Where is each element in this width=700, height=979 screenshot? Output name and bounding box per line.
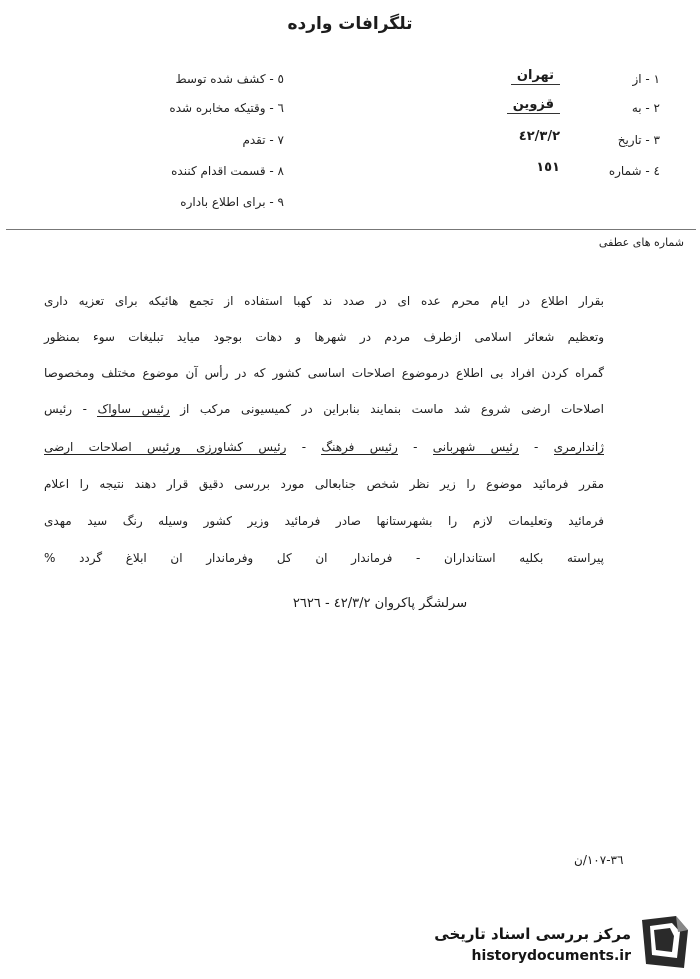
field-value: ١٥١ (536, 160, 560, 175)
body-text (543, 551, 567, 565)
field-label: ٩ - برای اطلاع باداره (180, 195, 284, 209)
field-value: قزوین (507, 97, 560, 114)
body-text: بقرار اطلاع در ایام محرم عده ای در صدد ند کهبا استفاده از تجمع هائیکه برای تعزیه داری (44, 294, 604, 308)
underlined-text: رئیس کشاورزی ورئیس اصلاحات ارضی (44, 440, 287, 454)
body-line (44, 551, 604, 565)
body-line (44, 514, 604, 528)
archive-name: مرکز بررسی اسناد تاریخی (434, 925, 631, 943)
body-text: - رئیس (44, 402, 98, 416)
underlined-text: ژاندارمری (553, 440, 604, 454)
body-line (44, 402, 604, 416)
field-label: ٢ - به (631, 101, 660, 115)
body-line (44, 294, 604, 308)
field-label: ٨ - قسمت اقدام کننده (171, 164, 284, 178)
body-text: - (397, 440, 433, 454)
field-label: ٧ - تقدم (242, 133, 284, 147)
body-text: سید مهدی (44, 514, 108, 528)
underlined-text: رئیس ساواک (97, 402, 170, 416)
reference-numbers-label: شماره های عطفی (598, 236, 684, 249)
body-text: رنگ (107, 514, 159, 528)
field-label: ٦ - وقتیکه مخابره شده (169, 101, 284, 115)
field-label: ٣ - تاریخ (617, 133, 660, 147)
underlined-text: رئیس شهربانی (432, 440, 519, 454)
body-line (44, 477, 604, 491)
body-text: پیراسته (566, 551, 604, 565)
divider-line (6, 229, 696, 230)
field-value: ٤٢/٣/٢ (518, 129, 560, 144)
underlined-text: رئیس فرهنگ (321, 440, 398, 454)
body-text: وتعظیم شعائر اسلامی ازطرف مردم در شهرها و دهات بوجود میاید تبلیغات سوء بمنظور (44, 330, 604, 344)
archive-reference-number: ٣٦-١٠٧/ن (574, 853, 624, 867)
body-text: فرمائید وتعلیمات لازم را بشهرستانها صادر فرمائید وزیر کشور وسیله (158, 514, 604, 528)
telegram-title: تلگرافات وارده (287, 14, 413, 34)
body-line (44, 330, 604, 344)
body-text: گمراه کردن افراد بی اطلاع درموضوع اصلاحات اساسی کشور که در رأس آن موضوع مختلف ومخصوصا (44, 366, 604, 380)
body-text: مقرر فرمائید موضوع را زیر نظر شخص جنابعالی مورد بررسی دقیق قرار دهند نتیجه را اعلام (44, 477, 604, 491)
field-label: ٤ - شماره (608, 164, 660, 178)
body-text: بکلیه استانداران - فرماندار ان کل وفرماندار ان ابلاغ گردد % (44, 551, 544, 565)
body-text: - (518, 440, 554, 454)
field-label: ١ - از (632, 72, 660, 86)
field-value: تهران (511, 68, 560, 85)
signature-line: سرلشگر پاکروان ٤٢/٣/٢ - ٢٦٢٦ (292, 596, 468, 611)
archive-logo-icon (636, 912, 692, 972)
body-text: اصلاحات ارضی شروع شد ماست بنمایند بنابراین در کمیسیونی مرکب از (169, 402, 605, 416)
body-line (44, 440, 604, 454)
archive-url: historydocuments.ir (471, 948, 631, 964)
field-label: ٥ - کشف شده توسط (175, 72, 284, 86)
body-text: - (286, 440, 322, 454)
body-line (44, 366, 604, 380)
